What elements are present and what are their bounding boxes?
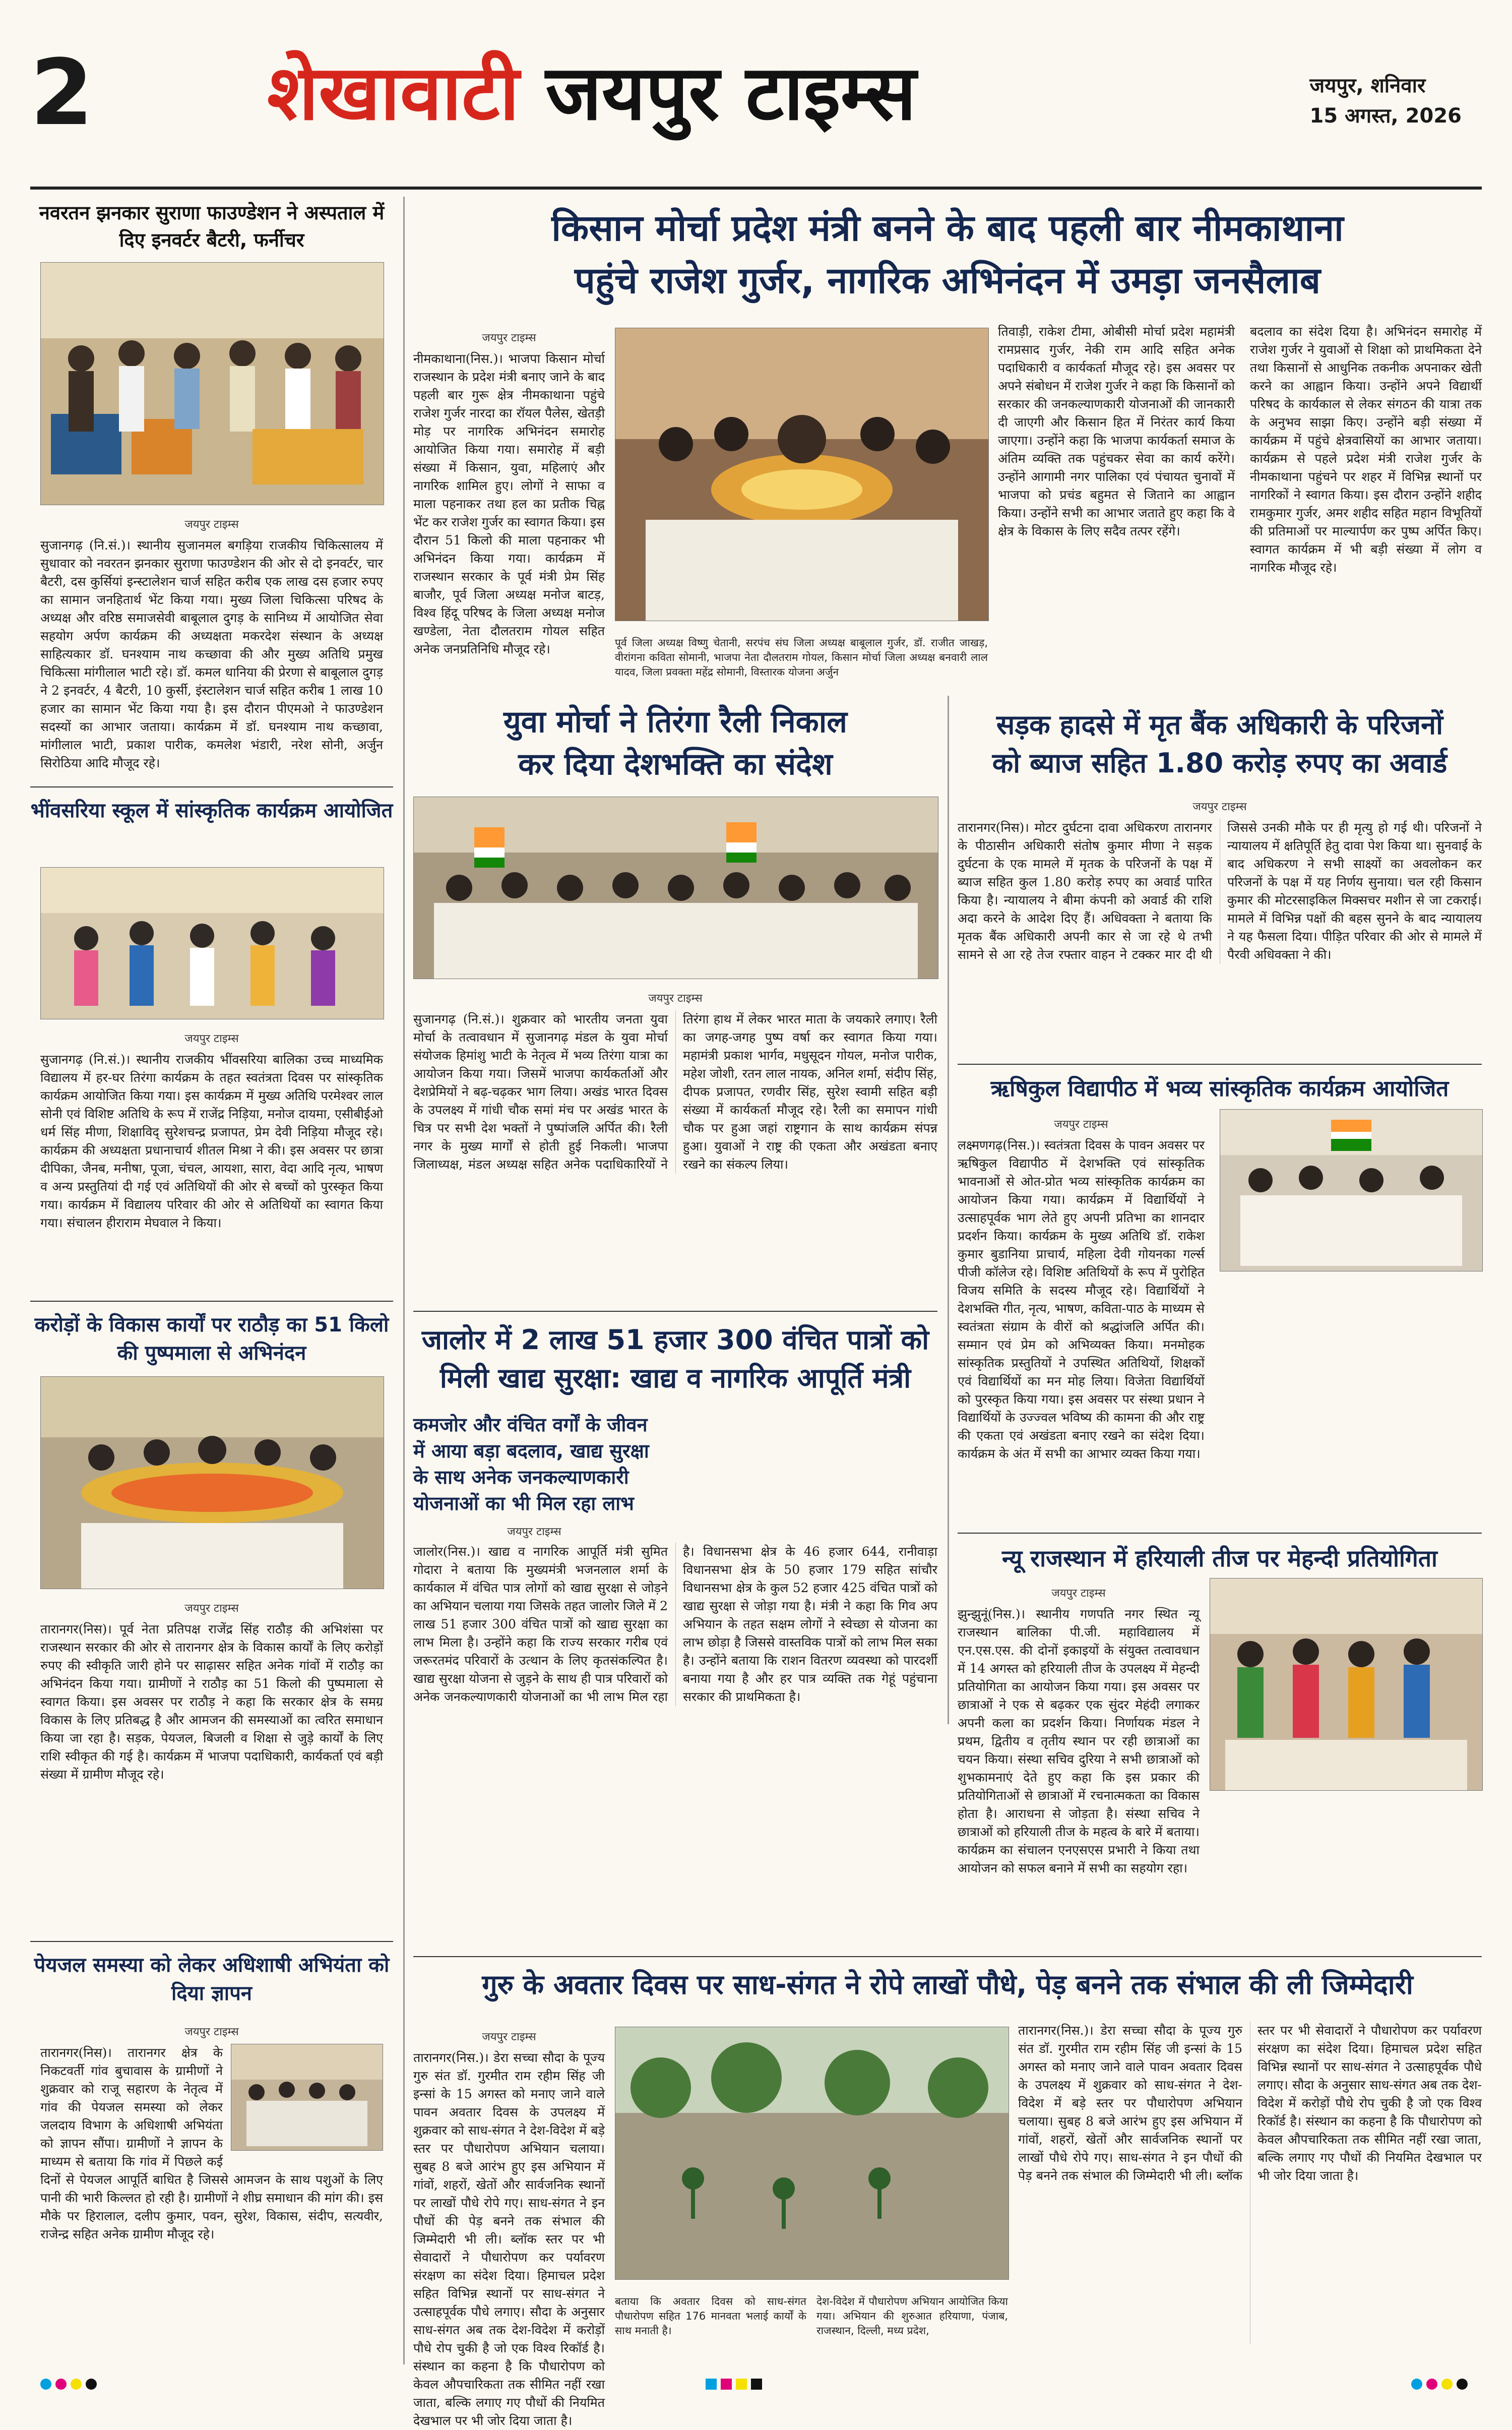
story-inverter-donation bbox=[30, 199, 393, 254]
photo-tiranga-rally bbox=[413, 797, 938, 979]
story-body: झुन्झुनूं(निस.)। स्थानीय गणपति नगर स्थित न्यू राजस्थान बालिका पी.जी. महाविद्यालय में एन.एस.एस. की दोनों इकाइयों के संयुक्त तत्वावधान में 14 अगस्त को हरियाली तीज के उपलक्ष्य में मेहन्दी प्रतियोगिता का आयोजन किया गया। इस अवसर पर छात्राओं ने एक से बढ़कर एक सुंदर मेहंदी लगाकर अपनी कला का प्रदर्शन किया। निर्णायक मंडल ने प्रथम, द्वितीय व तृतीय स्थान पर रही छात्राओं का चयन किया। संस्था सचिव दुरिया ने सभी छात्राओं को शुभकामनाएं देते हुए कहा कि इस प्रकार की प्रतियोगिताओं से छात्राओं में रचनात्मकता का विकास होता है। आराधना से जोड़ता है। संस्था सचिव ने छात्राओं को हरियाली तीज के महत्व के बारे में बताया। कार्यक्रम का संचालन एनएसएस प्रभारी ने किया तथा आयोजन को सफल बनाने में सभी का सहयोग रहा। bbox=[958, 1607, 1200, 1875]
story-jalor-food-security bbox=[413, 1311, 937, 1398]
story-body: लक्ष्मणगढ़(निस.)। स्वतंत्रता दिवस के पावन अवसर पर ऋषिकुल विद्यापीठ में देशभक्ति एवं सांस्कृतिक भावनाओं से ओत-प्रोत भव्य सांस्कृतिक कार्यक्रम का आयोजन किया गया। कार्यक्रम में विद्यार्थियों ने उत्साहपूर्वक भाग लेते हुए अपनी प्रतिभा का शानदार प्रदर्शन किया। कार्यक्रम के मुख्य अतिथि डॉ. राकेश कुमार बुडानिया प्राचार्य, महिला देवी गोयनका गर्ल्स पीजी कॉलेज रहे। विशिष्ट अतिथियों के रूप में पुरोहित विजय समिति के सदस्य मौजूद रहे। विद्यार्थियों ने देशभक्ति गीत, नृत्य, भाषण, कविता-पाठ के माध्यम से स्वतंत्रता संग्राम के वीरों को श्रद्धांजलि अर्पित की। सम्मान एवं प्रेम को अभिव्यक्त किया। मनमोहक सांस्कृतिक प्रस्तुतियों ने उपस्थित अतिथियों, शिक्षकों एवं विद्यार्थियों का मन मोह लिया। विजेता विद्यार्थियों को पुरस्कृत किया गया। इस अवसर पर संस्था प्रधान ने विद्यार्थियों के उज्ज्वल भविष्य की कामना की और राष्ट्र की एकता एवं अखंडता बनाए रखने का संदेश दिया। कार्यक्रम के अंत में सभी का आभार व्यक्त किया गया। bbox=[958, 1138, 1205, 1461]
story-deck: कमजोर और वंचित वर्गों के जीवन में आया बड़ा बदलाव, खाद्य सुरक्षा के साथ अनेक जनकल्याणकारी योजनाओं का भी मिल रहा लाभ bbox=[413, 1414, 649, 1514]
story-body-continued bbox=[1018, 2022, 1482, 2344]
headline: गुरु के अवतार दिवस पर साध-संगत ने रोपे लाखों पौधे, पेड़ बनने तक संभाल की ली जिम्मेदारी bbox=[482, 1969, 1413, 2000]
lead-body-col3 bbox=[998, 323, 1235, 540]
byline: जयपुर टाइम्स bbox=[1192, 801, 1247, 813]
photo-garland bbox=[40, 1376, 384, 1589]
byline: जयपुर टाइम्स bbox=[648, 992, 703, 1005]
story-rishikul-cultural bbox=[958, 1064, 1482, 1104]
headline: न्यू राजस्थान में हरियाली तीज पर मेहन्दी प्रतियोगिता bbox=[1002, 1545, 1437, 1572]
story-body-wrap bbox=[40, 1023, 383, 1232]
story-body: तारानगर(निस.)। डेरा सच्चा सौदा के पूज्य गुरु संत डॉ. गुरमीत राम रहीम सिंह जी इन्सां के 15 अगस्त को मनाए जाने वाले पावन अवतार दिवस के उपलक्ष्य में शुक्रवार को साध-संगत ने देश-विदेश में बड़े स्तर पर पौधारोपण अभियान चलाया। सुबह 8 बजे आरंभ हुए इस अभियान में गांवों, शहरों, खेतों और सार्वजनिक स्थानों पर लाखों पौधे रोपे गए। साध-संगत ने इन पौधों की पेड़ बनने तक संभाल की जिम्मेदारी भी ली। ब्लॉक स्तर पर भी सेवादारों ने पौधारोपण कर पर्यावरण संरक्षण का संदेश दिया। हिमाचल प्रदेश सहित विभिन्न स्थानों पर साध-संगत ने उत्साहपूर्वक पौधे लगाए। सौदा के अनुसार साध-संगत अब तक देश-विदेश में करोड़ों पौधे रोप चुकी है जो एक विश्व रिकॉर्ड है। संस्थान का कहना है कि पौधारोपण को केवल औपचारिकता तक सीमित नहीं रखा जाता, बल्कि लगाए गए पौधों की नियमित देखभाल पर भी जोर दिया जाता है। bbox=[413, 2050, 605, 2428]
jalor-deck-wrap bbox=[413, 1412, 655, 1544]
story-accident-award bbox=[958, 706, 1482, 782]
caption-plantation-1 bbox=[615, 2284, 806, 2349]
story-body: सुजानगढ़ (नि.सं.)। स्थानीय सुजानमल बगड़िया राजकीय चिकित्सालय में सुधावार को नवरतन झनकार सुराणा फाउण्डेशन की ओर से दो इनवर्टर, चार बैटरी, दस कुर्सियां इन्स्टालेशन चार्ज सहित करीब एक लाख दस हजार रुपए का सामान जनहितार्थ भेंट किया गया। मुख्य जिला चिकित्सा परिषद के अध्यक्ष और वरिष्ठ समाजसेवी बाबूलाल दुगड़ के सानिध्य में आयोजित सेवा सहयोग अर्पण कार्यक्रम की अध्यक्षता मकरदेश संस्थान के अध्यक्ष साहित्यकार डॉ. घनश्याम नाथ कच्छावा की और मुख्य अतिथि प्रमुख चिकित्सा मांगीलाल भाटी रहे। डॉ. कमल धानिया की प्रेरणा से बाबूलाल दुगड़ ने 2 इनवर्टर, 4 बैटरी, 10 कुर्सी, इंस्टालेशन चार्ज सहित करीब 1 लाख 10 हजार का सामान भेंट किया गया है। इस दौरान पीएमओ ने फाउण्डेशन सदस्यों का आभार जताया। कार्यक्रम में डॉ. घनश्याम नाथ कच्छावा, मांगीलाल भाटी, प्रकाश पारीक, कमलेश भंडारी, नरेश सोनी, अर्जुन सिरोठिया आदि मौजूद रहे। bbox=[40, 538, 383, 770]
headline-line1: युवा मोर्चा ने तिरंगा रैली निकाल bbox=[503, 704, 847, 740]
story-body-wrap bbox=[413, 983, 937, 1174]
city-day: जयपुर, शनिवार bbox=[1309, 74, 1426, 97]
caption: बताया कि अवतार दिवस को साध-संगत पौधारोपण सहित 176 मानवता भलाई कार्यों के साथ मनाती है। bbox=[615, 2295, 806, 2337]
byline: जयपुर टाइम्स bbox=[1051, 1587, 1106, 1600]
lead-headline-line2: पहुंचे राजेश गुर्जर, नागरिक अभिनंदन में उमड़ा जनसैलाब bbox=[575, 259, 1320, 301]
lead-headline-line1: किसान मोर्चा प्रदेश मंत्री बनने के बाद पहली बार नीमकाथाना bbox=[551, 207, 1344, 249]
story-body: सुजानगढ़ (नि.सं.)। स्थानीय राजकीय भींवसरिया बालिका उच्च माध्यमिक विद्यालय में हर-घर तिरंगा कार्यक्रम के तहत स्वतंत्रता दिवस पर सांस्कृतिक कार्यक्रम आयोजित किया गया। इस कार्यक्रम में मुख्य अतिथि परमेश्वर लाल सोनी एवं विशिष्ट अतिथि के रूप में राजेंद्र निड़िया, मनोज दायमा, एसीबीईओ धर्म सिंह मीणा, शिक्षाविद् सुरेशचन्द्र प्रजापत, प्रेम देवी निड़िया मौजूद रहे। कार्यक्रम की अध्यक्षता प्रधानाचार्य शीतल मिश्रा ने की। इस अवसर पर छात्रा दीपिका, जैनब, मनीषा, पूजा, चंचल, आयशा, सारा, वेदा आदि नृत्य, भाषण व अन्य प्रस्तुतियां दी गई एवं अतिथियों की ओर से बच्चों को पुरस्कृत किया गया। कार्यक्रम में विद्यालय परिवार की ओर से अतिथियों का स्वागत किया गया। संचालन हीराराम मेघवाल ने किया। bbox=[40, 1052, 383, 1230]
headline: करोड़ों के विकास कार्यों पर राठौड़ का 51 किलो की पुष्पमाला से अभिनंदन bbox=[34, 1313, 389, 1365]
caption: देश-विदेश में पौधारोपण अभियान आयोजित किया गया। अभियान की शुरुआत हरियाणा, पंजाब, राजस्थान, दिल्ली, मध्य प्रदेश, bbox=[816, 2295, 1008, 2337]
lead-body-3: बदलाव का संदेश दिया है। अभिनंदन समारोह में राजेश गुर्जर ने युवाओं से शिक्षा को प्राथमिकता देने तथा किसानों से आधुनिक तकनीक अपनाकर खेती करने का आह्वान किया। उन्होंने अपने विद्यार्थी परिषद के कार्यकाल से लेकर संगठन की यात्रा तक के अनुभव साझा किए। उन्होंने बड़ी संख्या में कार्यक्रम में पहुंचे क्षेत्रवासियों का आभार जताया। कार्यक्रम से पहले प्रदेश मंत्री राजेश गुर्जर के नीमकाथाना पहुंचने पर शहर में विभिन्न स्थानों पर नागरिकों ने स्वागत किया। इस दौरान उन्होंने शहीद रामकुमार गुर्जर, अमर शहीद सहित महान विभूतियों की प्रतिमाओं पर माल्यार्पण कर पुष्प अर्पित किए। स्वागत कार्यक्रम में भी बड़ी संख्या में लोग व नागरिक मौजूद रहे। bbox=[1250, 324, 1482, 575]
lead-body-2: तिवाड़ी, राकेश टीमा, ओबीसी मोर्चा प्रदेश महामंत्री रामप्रसाद गुर्जर, नेकी राम आदि सहित अनेक पदाधिकारी व कार्यकर्ता मौजूद रहे। इस अवसर पर अपने संबोधन में राजेश गुर्जर ने कहा कि किसानों को सरकार की जनकल्याणकारी योजनाओं की जानकारी दी जाएगी और किसान हित में निरंतर कार्य किया जाएगा। उन्होंने कहा कि भाजपा कार्यकर्ता समाज के अंतिम व्यक्ति तक पहुंचकर सेवा का कार्य करेंगे। उन्होंने आगामी नगर पालिका एवं पंचायत चुनावों में भाजपा को प्रचंड बहुमत से जिताने का आह्वान किया। उन्होंने सभी का आभार जताते हुए कहा कि वे क्षेत्र के विकास के लिए सदैव तत्पर रहेंगे। bbox=[998, 324, 1235, 538]
headline: नवरतन झनकार सुराणा फाउण्डेशन ने अस्पताल में दिए इनवर्टर बैटरी, फर्नीचर bbox=[39, 202, 385, 251]
lead-body-1: नीमकाथाना(निस.)। भाजपा किसान मोर्चा राजस्थान के प्रदेश मंत्री बनाए जाने के बाद पहली बार गुरू क्षेत्र नीमकाथाना पहुंचे राजेश गुर्जर नारदा का रॉयल पैलेस, खेतड़ी मोड़ पर नागरिक अभिनंदन समारोह आयोजित किया गया। समारोह में बड़ी संख्या में किसान, युवा, महिलाएं और नागरिक शामिल हुए। लोगों ने साफा व माला पहनाकर तथा हल का प्रतीक चिह्न भेंट कर राजेश गुर्जर का स्वागत किया। इस दौरान 51 किलो की माला पहनाकर भी अभिनंदन किया गया। कार्यक्रम में राजस्थान सरकार के पूर्व मंत्री प्रेम सिंह बाजौर, पूर्व जिला अध्यक्ष मनोज बाटड़, विश्व हिंदू परिषद के जिला अध्यक्ष मनोज खण्डेला, नेता दौलतराम गोयल सहित अनेक जनप्रतिनिधि मौजूद रहे। bbox=[413, 351, 605, 656]
dateline bbox=[1310, 71, 1462, 131]
story-body-wrap bbox=[40, 2017, 383, 2243]
headline-line2: कर दिया देशभक्ति का संदेश bbox=[518, 747, 833, 782]
byline: जयपुर टाइम्स bbox=[507, 1526, 561, 1538]
headline-line1: सड़क हादसे में मृत बैंक अधिकारी के परिजनों bbox=[996, 709, 1443, 741]
registration-marks bbox=[706, 2377, 762, 2392]
masthead-rule bbox=[30, 187, 1482, 190]
story-body: तारानगर(निस)। पूर्व नेता प्रतिपक्ष राजेंद्र सिंह राठौड़ की अभिशंसा पर राजस्थान सरकार की ओर से तारानगर क्षेत्र के विकास कार्यों के लिए करोड़ों रुपए की स्वीकृति जारी होने पर साढ़ासर सहित अनेक गांवों में राठौड़ का अभिनंदन किया गया। ग्रामीणों ने राठौड़ का 51 किलो की पुष्पमाला से स्वागत किया। इस अवसर पर राठौड़ ने कहा कि सरकार क्षेत्र के समग्र विकास के लिए प्रतिबद्ध है और आमजन की समस्याओं का त्वरित समाधान किया जा रहा है। सड़क, पेयजल, बिजली व शिक्षा से जुड़े कार्यों के लिए राशि स्वीकृत की गई है। कार्यक्रम में भाजपा पदाधिकारी, कार्यकर्ता एवं बड़ी संख्या में ग्रामीण मौजूद रहे। bbox=[40, 1622, 383, 1782]
title-part-red: शेखावाटी bbox=[267, 49, 520, 137]
photo-lead-garland bbox=[615, 328, 989, 621]
byline: जयपुर टाइम्स bbox=[184, 1602, 239, 1615]
masthead bbox=[30, 35, 1482, 161]
story-body: सुजानगढ़ (नि.सं.)। शुक्रवार को भारतीय जनता युवा मोर्चा के तत्वावधान में सुजानगढ़ मंडल के युवा मोर्चा संयोजक हिमांशु भाटी के नेतृत्व में भव्य तिरंगा यात्रा का आयोजन किया गया। जिसमें भाजपा कार्यकर्ताओं और देशप्रेमियों ने बढ़-चढ़कर भाग लिया। अखंड भारत दिवस के उपलक्ष्य में गांधी चौक समां मंच पर अखंड भारत के चित्र पर सभी देश भक्तों ने पुष्पांजलि अर्पित की। रैली नगर के मुख्य मार्गों से होती हुई निकली। भाजपा जिलाध्यक्ष, मंडल अध्यक्ष सहित अनेक पदाधिकारियों ने तिरंगा हाथ में लेकर भारत माता के जयकारे लगाए। रैली का जगह-जगह पुष्प वर्षा कर स्वागत किया गया। महामंत्री प्रकाश भार्गव, मधुसूदन गोयल, मनोज पारीक, महेश जोशी, रतन लाल नायक, अनिल शर्मा, संदीप सिंह, दीपक प्रजापत, रणवीर सिंह, सुरेश स्वामी सहित बड़ी संख्या में कार्यकर्ता मौजूद रहे। रैली का समापन गांधी चौक पर हुआ जहां राष्ट्रगान के साथ कार्यक्रम संपन्न हुआ। युवाओं ने राष्ट्र की एकता और अखंडता बनाए रखने का संकल्प लिया। bbox=[413, 1012, 937, 1172]
story-body: तारानगर(निस)। तारानगर क्षेत्र के निकटवर्ती गांव बुचावास के ग्रामीणों ने शुक्रवार को राजू सहारण के नेतृत्व में गांव की पेयजल समस्या को लेकर जलदाय विभाग के अधिशाषी अभियंता को ज्ञापन सौंपा। ग्रामीणों ने ज्ञापन के माध्यम से बताया कि गांव में पिछले कई दिनों से पेयजल आपूर्ति बाधित है जिससे आमजन के साथ पशुओं के लिए पानी की भारी किल्लत हो रही है। ग्रामीणों ने शीघ्र समाधान की मांग की। इस मौके पर हिरालाल, दलीप कुमार, पवन, सुरेश, विकास, संदीप, सत्यवीर, राजेन्द्र सहित अनेक ग्रामीण मौजूद रहे। bbox=[40, 2045, 383, 2241]
column-divider bbox=[403, 197, 405, 2364]
photo-school-students bbox=[40, 867, 384, 1019]
story-school-cultural bbox=[30, 786, 393, 825]
photo-plantation bbox=[615, 2027, 1009, 2280]
story-body: जालोर(निस.)। खाद्य व नागरिक आपूर्ति मंत्री सुमित गोदारा ने बताया कि मुख्यमंत्री भजनलाल शर्मा के कार्यकाल में वंचित पात्र लोगों को खाद्य सुरक्षा से जोड़ने का अभियान चलाया गया जिसके तहत जालोर जिले में 2 लाख 51 हजार 300 वंचित पात्रों को खाद्य सुरक्षा का लाभ मिला है। उन्होंने कहा कि राज्य सरकार गरीब एवं जरूरतमंद परिवारों के उत्थान के लिए कृतसंकल्पित है। खाद्य सुरक्षा योजना से जुड़ने के साथ ही पात्र परिवारों को अनेक जनकल्याणकारी योजनाओं का भी लाभ मिल रहा है। विधानसभा क्षेत्र के 46 हजार 644, रानीवाड़ा विधानसभा क्षेत्र के 50 हजार 179 सहित सांचौर विधानसभा क्षेत्र के कुल 52 हजार 425 वंचित पात्रों को खाद्य सुरक्षा से जोड़ा गया है। मंत्री ने कहा कि गिव अप अभियान के तहत सक्षम लोगों ने स्वेच्छा से योजना का लाभ छोड़ा है जिससे वास्तविक पात्रों को लाभ मिल सका है। उन्होंने बताया कि राशन वितरण व्यवस्था को पारदर्शी बनाया गया है और हर पात्र व्यक्ति तक गेहूं पहुंचाना सरकार की प्राथमिकता है। bbox=[413, 1544, 937, 1704]
story-body-wrap bbox=[40, 1593, 383, 1784]
page-number: 2 bbox=[30, 40, 94, 146]
story-body-wrap bbox=[958, 1578, 1200, 1877]
title-part-black: जयपुर टाइम्स bbox=[545, 49, 916, 137]
story-body-wrap bbox=[40, 509, 383, 772]
story-rathore-felicitation bbox=[30, 1301, 393, 1367]
lead-body-col4 bbox=[1250, 323, 1482, 577]
story-tiranga-rally bbox=[413, 701, 937, 785]
lead-photo-caption bbox=[615, 625, 988, 690]
headline-line2: को ब्याज सहित 1.80 करोड़ रुपए का अवार्ड bbox=[992, 747, 1447, 779]
story-body: तारानगर(निस.)। डेरा सच्चा सौदा के पूज्य गुरु संत डॉ. गुरमीत राम रहीम सिंह जी इन्सां के 15 अगस्त को मनाए जाने वाले पावन अवतार दिवस के उपलक्ष्य में शुक्रवार को साध-संगत ने देश-विदेश में बड़े स्तर पर पौधारोपण अभियान चलाया। सुबह 8 बजे आरंभ हुए इस अभियान में गांवों, शहरों, खेतों और सार्वजनिक स्थानों पर लाखों पौधे रोपे गए। साध-संगत ने इन पौधों की पेड़ बनने तक संभाल की जिम्मेदारी भी ली। ब्लॉक स्तर पर भी सेवादारों ने पौधारोपण कर पर्यावरण संरक्षण का संदेश दिया। हिमाचल प्रदेश सहित विभिन्न स्थानों पर साध-संगत ने उत्साहपूर्वक पौधे लगाए। सौदा के अनुसार साध-संगत अब तक देश-विदेश में करोड़ों पौधे रोप चुकी है जो एक विश्व रिकॉर्ड है। संस्थान का कहना है कि पौधारोपण को केवल औपचारिकता तक सीमित नहीं रखा जाता, बल्कि लगाए गए पौधों की नियमित देखभाल पर भी जोर दिया जाता है। bbox=[1018, 2023, 1482, 2183]
story-body-wrap bbox=[958, 1109, 1205, 1463]
byline: जयपुर टाइम्स bbox=[184, 518, 239, 531]
story-body-wrap bbox=[413, 2022, 605, 2428]
headline: भींवसरिया स्कूल में सांस्कृतिक कार्यक्रम आयोजित bbox=[30, 799, 393, 822]
photo-mehendi bbox=[1210, 1578, 1483, 1791]
headline: पेयजल समस्या को लेकर अधिशाषी अभियंता को दिया ज्ञापन bbox=[34, 1954, 390, 2005]
story-plantation-drive bbox=[413, 1956, 1482, 2003]
byline: जयपुर टाइम्स bbox=[482, 332, 536, 344]
headline-line2: मिली खाद्य सुरक्षा: खाद्य व नागरिक आपूर्ति मंत्री bbox=[439, 1362, 911, 1394]
photo-memorandum bbox=[231, 2044, 383, 2151]
issue-date: 15 अगस्त, 2026 bbox=[1309, 104, 1462, 128]
newspaper-title bbox=[267, 35, 1225, 151]
caption-plantation-2 bbox=[816, 2284, 1008, 2349]
lead-body-col1 bbox=[413, 323, 605, 658]
byline: जयपुर टाइम्स bbox=[1054, 1118, 1108, 1131]
byline: जयपुर टाइम्स bbox=[482, 2031, 536, 2043]
byline: जयपुर टाइम्स bbox=[184, 2026, 239, 2038]
photo-donation bbox=[40, 262, 384, 505]
story-body-wrap bbox=[413, 1543, 937, 1706]
registration-marks bbox=[1411, 2377, 1468, 2392]
headline: ऋषिकुल विद्यापीठ में भव्य सांस्कृतिक कार्यक्रम आयोजित bbox=[990, 1076, 1449, 1102]
story-body: तारानगर(निस)। मोटर दुर्घटना दावा अधिकरण तारानगर के पीठासीन अधिकारी संतोष कुमार मीणा ने सड़क दुर्घटना के एक मामले में मृतक के परिजनों के पक्ष में ब्याज सहित कुल 1.80 करोड़ रुपए का अवार्ड पारित किया है। न्यायालय ने बीमा कंपनी को अवार्ड की राशि अदा करने के आदेश दिए हैं। अधिवक्ता ने बताया कि मृतक बैंक अधिकारी अपनी कार से जा रहे थे तभी सामने से आ रहे तेज रफ्तार वाहन ने टक्कर मार दी थी जिससे उनकी मौके पर ही मृत्यु हो गई थी। परिजनों ने न्यायालय में क्षतिपूर्ति हेतु दावा पेश किया था। सुनवाई के बाद अधिकरण ने सभी साक्ष्यों का अवलोकन कर परिजनों के पक्ष में यह निर्णय सुनाया। चल रही किसान कुमार की मोटरसाइकिल मिक्सचर मशीन से जा टकराई। मामले में विभिन्न पक्षों की बहस सुनने के बाद न्यायालय ने यह फैसला दिया। पीड़ित परिवार की ओर से मामले में पैरवी अधिवक्ता ने की। bbox=[958, 820, 1482, 962]
caption: पूर्व जिला अध्यक्ष विष्णु चेतानी, सरपंच संघ जिला अध्यक्ष बाबूलाल गुर्जर, डॉ. राजीत जाखड़, वीरांगना कविता सोमानी, भाजपा नेता दौलतराम गोयल, किसान मोर्चा जिला अध्यक्ष बनवारी लाल यादव, जिला प्रवक्ता महेंद्र सोमानी, विस्तारक योजना अर्जुन bbox=[615, 637, 988, 678]
photo-rishikul bbox=[1220, 1109, 1483, 1271]
story-water-memorandum bbox=[30, 1941, 393, 2008]
byline: जयपुर टाइम्स bbox=[184, 1032, 239, 1045]
headline-line1: जालोर में 2 लाख 51 हजार 300 वंचित पात्रों को bbox=[421, 1324, 929, 1356]
registration-marks bbox=[40, 2377, 97, 2392]
column-divider bbox=[948, 696, 949, 1724]
story-haryali-teej bbox=[958, 1533, 1482, 1574]
lead-headline-block bbox=[413, 202, 1482, 307]
story-body-wrap bbox=[958, 792, 1482, 964]
